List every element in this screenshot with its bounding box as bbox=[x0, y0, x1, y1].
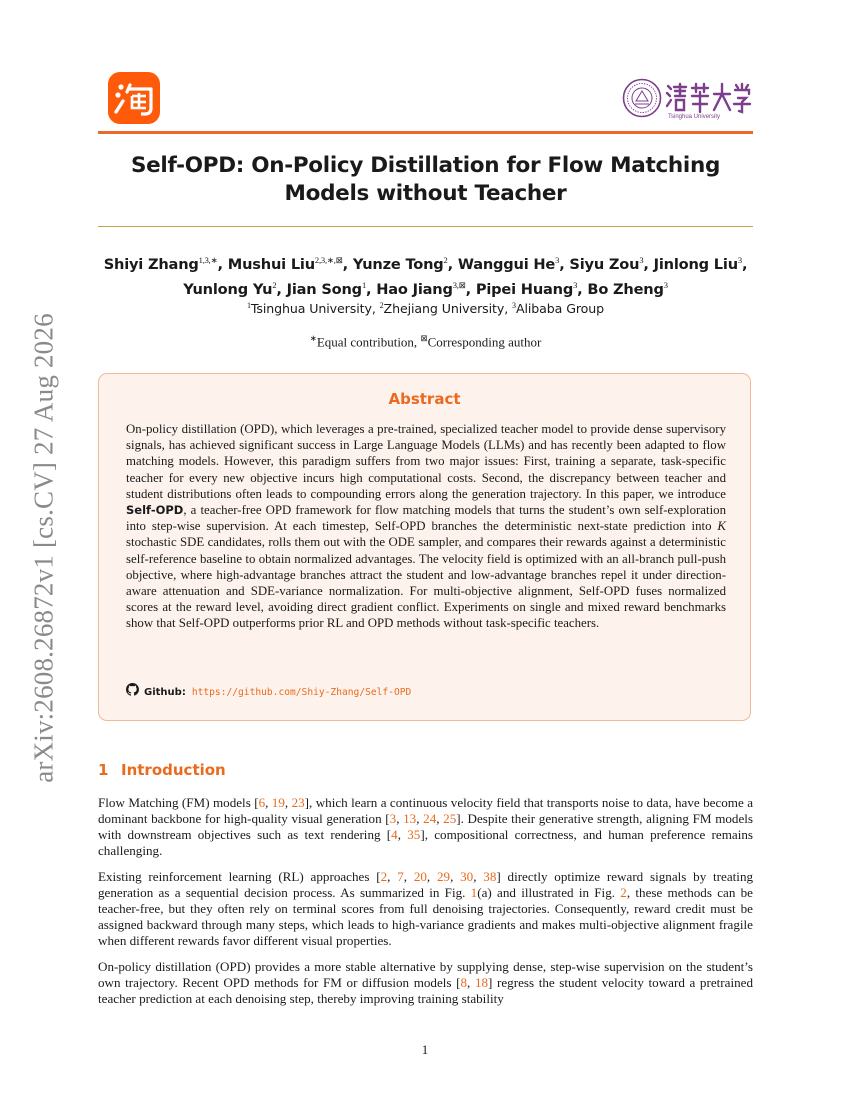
affiliation-name: Zhejiang University bbox=[383, 301, 505, 317]
github-icon bbox=[126, 683, 139, 701]
svg-text:Tsinghua University: Tsinghua University bbox=[668, 114, 721, 120]
author-name: Mushui Liu bbox=[227, 255, 315, 273]
citation-link[interactable]: 3 bbox=[389, 811, 397, 827]
affiliation-name: Tsinghua University bbox=[250, 301, 372, 317]
citation-link[interactable]: 29 bbox=[436, 869, 451, 884]
author-name: Yunze Tong bbox=[352, 255, 444, 273]
author-affiliation-mark: 3 bbox=[555, 255, 560, 265]
paper-title bbox=[98, 152, 753, 208]
tsinghua-university-logo-icon bbox=[622, 76, 754, 120]
citation-link[interactable]: 7 bbox=[397, 869, 404, 884]
author-affiliation-mark: 3,⊠ bbox=[452, 279, 466, 290]
citation-link[interactable]: 13 bbox=[403, 811, 417, 827]
citation-link[interactable]: 18 bbox=[474, 975, 489, 991]
header-rule bbox=[98, 131, 753, 134]
author-affiliation-mark: 1,3,∗ bbox=[198, 255, 218, 265]
author-name: Siyu Zou bbox=[569, 255, 640, 273]
taobao-logo-icon bbox=[108, 72, 160, 124]
author-name: Jian Song bbox=[286, 280, 362, 298]
section-title: Introduction bbox=[121, 761, 226, 779]
equal-contribution-mark: ∗ bbox=[309, 333, 317, 343]
corresponding-author-text: Corresponding author bbox=[427, 334, 542, 350]
author-list: Shiyi Zhang$^{1,3,∗}$, Mushui Liu$^{2,3,∗,⊠}$, Yunze Tong$^2$, Wanggui He$^3$, Siyu Zou$^3$, Jinlong Liu$^3$, Yunlong Yu$^2$, Jian Song$^1$, Hao Jiang$^{3,⊠}$, Pipei Huang$^3$, Bo Zheng$^3$ bbox=[103, 255, 748, 298]
author-affiliation-mark: 2 bbox=[272, 279, 277, 290]
citation-link[interactable]: 30 bbox=[460, 869, 474, 884]
equal-contribution-text: Equal contribution, bbox=[316, 334, 418, 350]
citation-link[interactable]: 25 bbox=[443, 811, 457, 827]
k-symbol: K bbox=[717, 519, 726, 534]
author-affiliation-mark: 1 bbox=[361, 279, 366, 290]
affiliation-name: Alibaba Group bbox=[515, 301, 605, 317]
affiliation-list: $^1$Tsinghua University, $^2$Zhejiang University, $^3$Alibaba Group bbox=[246, 301, 605, 317]
citation-link[interactable]: 19 bbox=[271, 795, 285, 810]
author-affiliation-mark: 2 bbox=[443, 255, 448, 265]
affiliation-mark: 2 bbox=[379, 301, 384, 310]
author-name: Wanggui He bbox=[457, 255, 556, 273]
citation-link[interactable]: 23 bbox=[291, 795, 305, 810]
github-label: Github: bbox=[144, 686, 186, 698]
section-heading-introduction bbox=[98, 761, 226, 779]
figure-link[interactable]: 2 bbox=[620, 885, 627, 901]
affiliation-mark: 1 bbox=[246, 301, 251, 310]
section-number: 1 bbox=[98, 761, 109, 779]
citation-link[interactable]: 20 bbox=[413, 869, 427, 884]
abstract-heading: Abstract bbox=[388, 390, 461, 408]
author-name: Shiyi Zhang bbox=[103, 255, 199, 273]
github-row bbox=[126, 684, 411, 700]
intro-paragraph-1: Flow Matching (FM) models [6, 19, 23], which learn a continuous velocity field that transports noise to data, have become a dominant backbone for high-quality visual generation [3, 13, 24, 25]. Despite their generative strength, aligning FM models with downstream objectives such as text rendering [4, 35], compositional correctness, and human preference remains challenging. bbox=[98, 795, 754, 859]
author-name: Hao Jiang bbox=[376, 280, 453, 298]
author-name: Yunlong Yu bbox=[183, 280, 273, 298]
title-line-2: Models without Teacher bbox=[284, 181, 567, 206]
page-number: 1 bbox=[421, 1042, 429, 1057]
author-name: Pipei Huang bbox=[475, 280, 574, 298]
author-affiliation-mark: 3 bbox=[573, 279, 578, 290]
title-rule bbox=[98, 226, 753, 227]
abstract-text: On-policy distillation (OPD), which leverages a pre-trained, specialized teacher model to provide dense supervisory signals, has achieved significant success in Large Language Models (LLMs) and has recently been adapted to flow matching models. However, this paradigm suffers from two major issues: First, training a separate, task-specific teacher for every new objective incurs high computational costs. Second, the discrepancy between teacher and student distributions often leads to compounding errors along the generation trajectory. In this paper, we introduce Self-OPD, a teacher-free OPD framework for flow matching models that turns the student’s own self-exploration into step-wise supervision. At each timestep, Self-OPD branches the deterministic next-state prediction into K stochastic SDE candidates, rolls them out with the ODE sampler, and compares their rewards against a deterministic self-reference baseline to obtain normalized advantages. The velocity field is optimized with an all-branch pull-push objective, where high-advantage branches attract the student and low-advantage branches repel it under direction-aware attenuation and SDE-variance normalization. For multi-objective alignment, Self-OPD fuses normalized scores at the reward level, avoiding direct gradient conflict. Experiments on single and mixed reward benchmarks show that Self-OPD outperforms prior RL and OPD methods without task-specific teachers. bbox=[126, 422, 726, 631]
author-name: Jinlong Liu bbox=[653, 255, 738, 273]
method-name: Self-OPD bbox=[126, 503, 184, 518]
author-affiliation-mark: 2,3,∗,⊠ bbox=[314, 255, 343, 265]
citation-link[interactable]: 8 bbox=[460, 975, 468, 991]
author-affiliation-mark: 3 bbox=[639, 255, 644, 265]
intro-paragraph-3: On-policy distillation (OPD) provides a more stable alternative by supplying dense, step-wise supervision on the student’s own trajectory. Recent OPD methods for FM or diffusion models [8, 18] regress the student velocity toward a pretrained teacher prediction at each denoising step, thereby improving training stability bbox=[98, 959, 753, 1007]
citation-link[interactable]: 24 bbox=[423, 811, 437, 827]
contribution-note bbox=[98, 333, 753, 350]
author-affiliation-mark: 3 bbox=[737, 255, 742, 265]
affiliation-mark: 3 bbox=[512, 301, 516, 310]
intro-paragraph-2: Existing reinforcement learning (RL) approaches [2, 7, 20, 29, 30, 38] directly optimize reward signals by treating generation as a sequential decision process. As summarized in Fig. 1(a) and illustrated in Fig. 2, these methods can be teacher-free, but they often rely on terminal scores from full denoising trajectories. Consequently, reward credit must be assigned backward through many steps, which leads to high-variance gradients and makes multi-objective alignment fragile when different rewards favor different visual properties. bbox=[98, 869, 754, 949]
citation-link[interactable]: 6 bbox=[258, 795, 266, 810]
author-affiliation-mark: 3 bbox=[663, 279, 668, 290]
github-link[interactable]: https://github.com/Shiy-Zhang/Self-OPD bbox=[191, 686, 412, 698]
figure-link[interactable]: 1 bbox=[470, 885, 478, 901]
abstract-box bbox=[98, 373, 751, 721]
citation-link[interactable]: 35 bbox=[407, 827, 421, 843]
corresponding-author-mark: ⊠ bbox=[420, 333, 428, 343]
citation-link[interactable]: 38 bbox=[483, 869, 497, 884]
citation-link[interactable]: 4 bbox=[391, 827, 398, 843]
citation-link[interactable]: 2 bbox=[380, 869, 388, 884]
author-name: Bo Zheng bbox=[587, 280, 664, 298]
title-line-1: Self-OPD: On-Policy Distillation for Flow Matching bbox=[130, 153, 721, 178]
